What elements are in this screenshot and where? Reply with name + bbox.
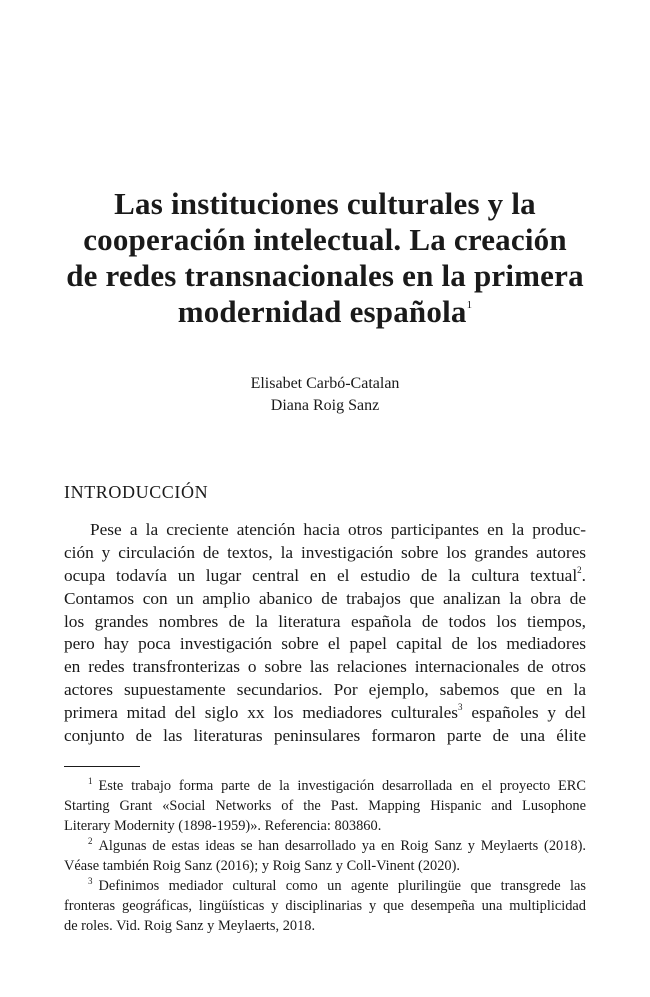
body-line: en redes transfronterizas o sobre las relaciones internacionales de otros (64, 657, 586, 677)
title-line: modernidad española (177, 294, 467, 329)
title-line: Las instituciones culturales y la (114, 186, 536, 221)
footnote-line: $^2$ Algunas de estas ideas se han desarrollado ya en Roig Sanz y Meylaerts (2018). (88, 836, 586, 854)
body-line: actores supuestamente secundarios. Por ejemplo, sabemos que en la (64, 680, 586, 700)
section-heading: INTRODUCCIÓN (64, 482, 209, 502)
body-line: Contamos con un amplio abanico de trabajos que analizan la obra de (64, 588, 586, 608)
footnote-line: Literary Modernity (1898-1959)». Referencia: 803860. (64, 818, 382, 834)
footnote-reference[interactable]: 2 (577, 564, 582, 575)
footnotes (64, 776, 586, 936)
footnote-line: fronteras geográficas, lingüísticas y disciplinarias y que desempeña una multiplicidad (64, 898, 586, 914)
title-line: de redes transnacionales en la primera (66, 258, 584, 293)
footnote-number: 2 (88, 836, 93, 846)
footnote-line: $^1$ Este trabajo forma parte de la investigación desarrollada en el proyecto ERC (88, 776, 586, 794)
body-line: conjunto de las literaturas peninsulares formaron parte de una élite (64, 726, 586, 746)
body-paragraph (64, 519, 586, 748)
footnote-line: de roles. Vid. Roig Sanz y Meylaerts, 2018. (64, 918, 316, 934)
footnote-divider (64, 766, 140, 767)
author-list (0, 373, 650, 417)
body-line: Pese a la creciente atención hacia otros participantes en la produc- (90, 520, 586, 539)
footnote-line: $^3$ Definimos mediador cultural como un agente plurilingüe que transgrede las (88, 876, 586, 894)
author-name: Diana Roig Sanz (270, 397, 380, 414)
footnote-reference[interactable]: 3 (458, 702, 463, 713)
body-line: primera mitad del siglo xx los mediadores culturales$^3$ españoles y del (64, 702, 586, 723)
footnote-line: Véase también Roig Sanz (2016); y Roig Sanz y Coll-Vinent (2020). (64, 858, 461, 874)
title-line: cooperación intelectual. La creación (83, 222, 567, 257)
chapter-title (64, 186, 586, 330)
footnote-line: Starting Grant «Social Networks of the Past. Mapping Hispanic and Lusophone (64, 798, 586, 814)
body-line: ción y circulación de textos, la investigación sobre los grandes autores (64, 542, 586, 562)
author-name: Elisabet Carbó-Catalan (250, 375, 400, 392)
title-footnote-mark[interactable]: 1 (466, 299, 473, 311)
footnote-number: 3 (88, 876, 93, 886)
body-line: pero hay poca investigación sobre el papel capital de los mediadores (64, 634, 586, 654)
footnote-number: 1 (88, 776, 93, 786)
body-line: los grandes nombres de la literatura española de todos los tiempos, (64, 611, 586, 631)
body-line: ocupa todavía un lugar central en el estudio de la cultura textual$^2$. (64, 564, 586, 585)
